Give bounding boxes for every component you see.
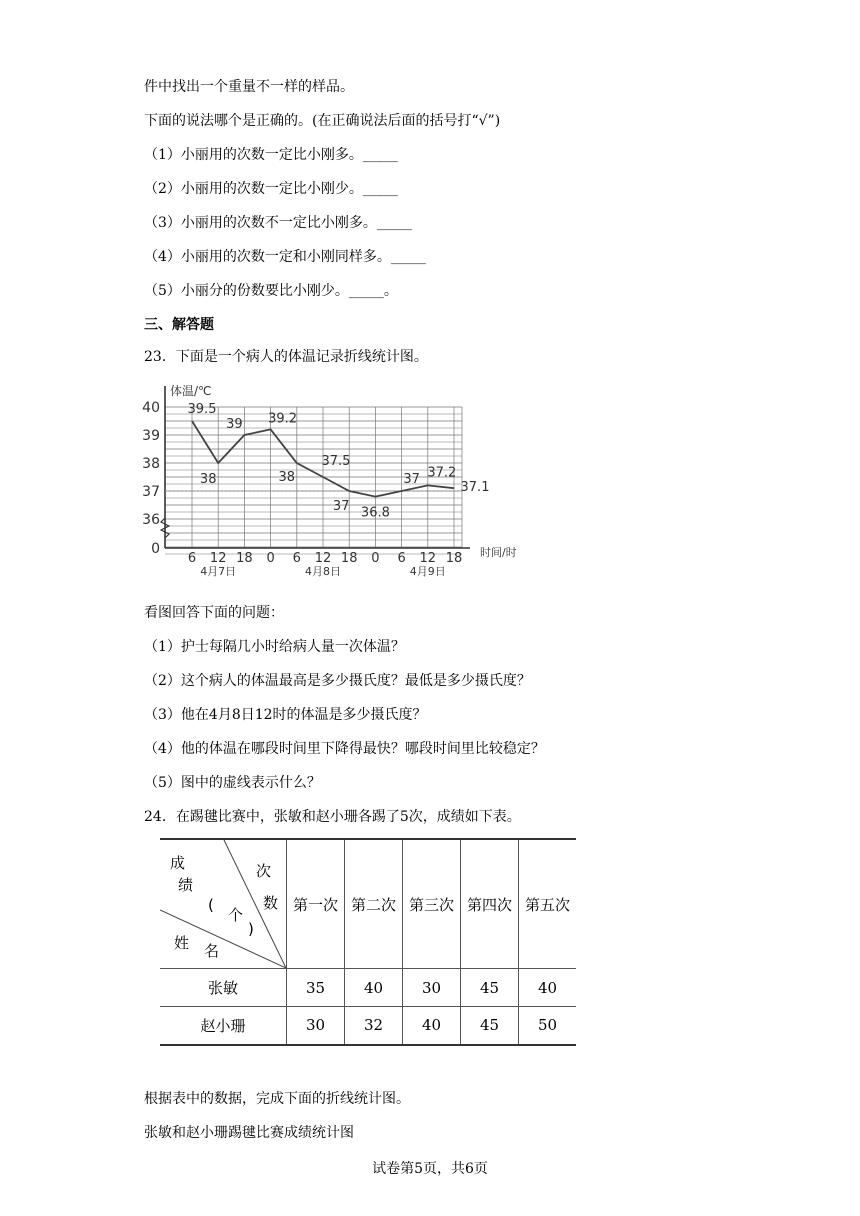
corner-label: 姓 <box>174 934 190 952</box>
text-line: （5）小丽分的份数要比小刚少。_____。 <box>144 283 398 299</box>
section-heading: 三、解答题 <box>144 317 214 333</box>
data-label: 38 <box>278 470 296 485</box>
y-tick-label: 40 <box>142 400 160 416</box>
corner-label: 数 <box>263 894 279 912</box>
row-name: 赵小珊 <box>160 1007 287 1045</box>
row-name: 张敏 <box>160 969 287 1007</box>
question-item: （1）护士每隔几小时给病人量一次体温？ <box>144 639 405 655</box>
data-label: 36.8 <box>360 505 390 521</box>
chart-caption: 张敏和赵小珊踢毽比赛成绩统计图 <box>144 1125 354 1141</box>
y-tick-label: 37 <box>142 484 160 500</box>
text-line: （4）小丽用的次数一定和小刚同样多。_____ <box>144 249 426 265</box>
y-axis-label: 体温/℃ <box>170 384 212 398</box>
question-24: 24．在踢毽比赛中，张敏和赵小珊各踢了5次，成绩如下表。 <box>144 809 521 825</box>
y-tick-label: 0 <box>151 541 160 557</box>
x-tick-label: 12 <box>419 551 437 566</box>
corner-label: ) <box>248 920 254 938</box>
question-item: （5）图中的虚线表示什么？ <box>144 775 321 791</box>
data-label: 39.2 <box>268 411 298 427</box>
y-tick-label: 39 <box>142 428 160 444</box>
question-item: （4）他的体温在哪段时间里下降得最快？哪段时间里比较稳定？ <box>144 741 545 757</box>
column-header: 第一次 <box>287 839 345 969</box>
table-cell: 40 <box>519 969 577 1007</box>
corner-label: ( <box>208 896 214 914</box>
table-cell: 30 <box>403 969 461 1007</box>
column-header: 第五次 <box>519 839 577 969</box>
page-footer: 试卷第5页，共6页 <box>372 1161 488 1177</box>
x-tick-label: 18 <box>340 551 358 566</box>
corner-label: 名 <box>204 942 220 960</box>
text-line: 下面的说法哪个是正确的。(在正确说法后面的括号打“√”) <box>144 113 501 129</box>
score-table <box>160 838 576 1046</box>
data-label: 37.5 <box>321 454 351 469</box>
date-label: 4月7日 <box>200 565 237 578</box>
table-cell: 30 <box>287 1007 345 1045</box>
date-label: 4月9日 <box>409 565 446 578</box>
x-tick-label: 18 <box>445 551 463 566</box>
corner-label: 成 <box>170 854 186 872</box>
text-line: （3）小丽用的次数不一定比小刚多。_____ <box>144 215 412 231</box>
table-cell: 32 <box>345 1007 403 1045</box>
question-item: （3）他在4月8日12时的体温是多少摄氏度？ <box>144 707 427 723</box>
x-tick-label: 6 <box>292 551 301 566</box>
x-tick-label: 0 <box>266 551 275 566</box>
x-tick-label: 18 <box>236 551 253 566</box>
text-line: （2）小丽用的次数一定比小刚少。_____ <box>144 181 398 197</box>
y-tick-label: 36 <box>142 512 160 528</box>
table-cell: 45 <box>461 969 519 1007</box>
column-header: 第三次 <box>403 839 461 969</box>
question-item: （2）这个病人的体温最高是多少摄氏度？最低是多少摄氏度？ <box>144 673 531 689</box>
diagonal-header-cell <box>160 839 287 969</box>
question-23: 23．下面是一个病人的体温记录折线统计图。 <box>144 349 428 365</box>
data-label: 37 <box>332 499 350 514</box>
x-tick-label: 12 <box>314 551 332 566</box>
corner-label: 次 <box>256 862 272 880</box>
temperature-line-chart <box>140 378 540 578</box>
data-label: 37.2 <box>427 465 457 481</box>
x-tick-label: 0 <box>371 551 380 566</box>
table-cell: 50 <box>519 1007 577 1045</box>
column-header: 第二次 <box>345 839 403 969</box>
x-tick-label: 12 <box>209 551 227 566</box>
question-intro: 看图回答下面的问题： <box>144 605 284 621</box>
x-tick-label: 6 <box>397 551 406 566</box>
x-axis-label: 时间/时 <box>480 546 517 559</box>
table-cell: 45 <box>461 1007 519 1045</box>
corner-label: 绩 <box>178 876 194 894</box>
table-cell: 40 <box>403 1007 461 1045</box>
data-label: 37.1 <box>460 480 490 496</box>
instruction-text: 根据表中的数据，完成下面的折线统计图。 <box>144 1091 410 1107</box>
corner-label: 个 <box>228 906 244 924</box>
data-label: 39 <box>226 417 243 432</box>
data-label: 37 <box>403 472 420 487</box>
table-row <box>160 969 576 1007</box>
table-row <box>160 1007 576 1045</box>
table-cell: 40 <box>345 969 403 1007</box>
y-tick-label: 38 <box>142 456 160 472</box>
column-header: 第四次 <box>461 839 519 969</box>
text-line: （1）小丽用的次数一定比小刚多。_____ <box>144 147 398 163</box>
text-line: 件中找出一个重量不一样的样品。 <box>144 79 354 95</box>
data-label: 39.5 <box>187 402 217 417</box>
date-label: 4月8日 <box>305 565 341 578</box>
table-cell: 35 <box>287 969 345 1007</box>
x-tick-label: 6 <box>187 551 197 566</box>
data-label: 38 <box>199 472 217 487</box>
